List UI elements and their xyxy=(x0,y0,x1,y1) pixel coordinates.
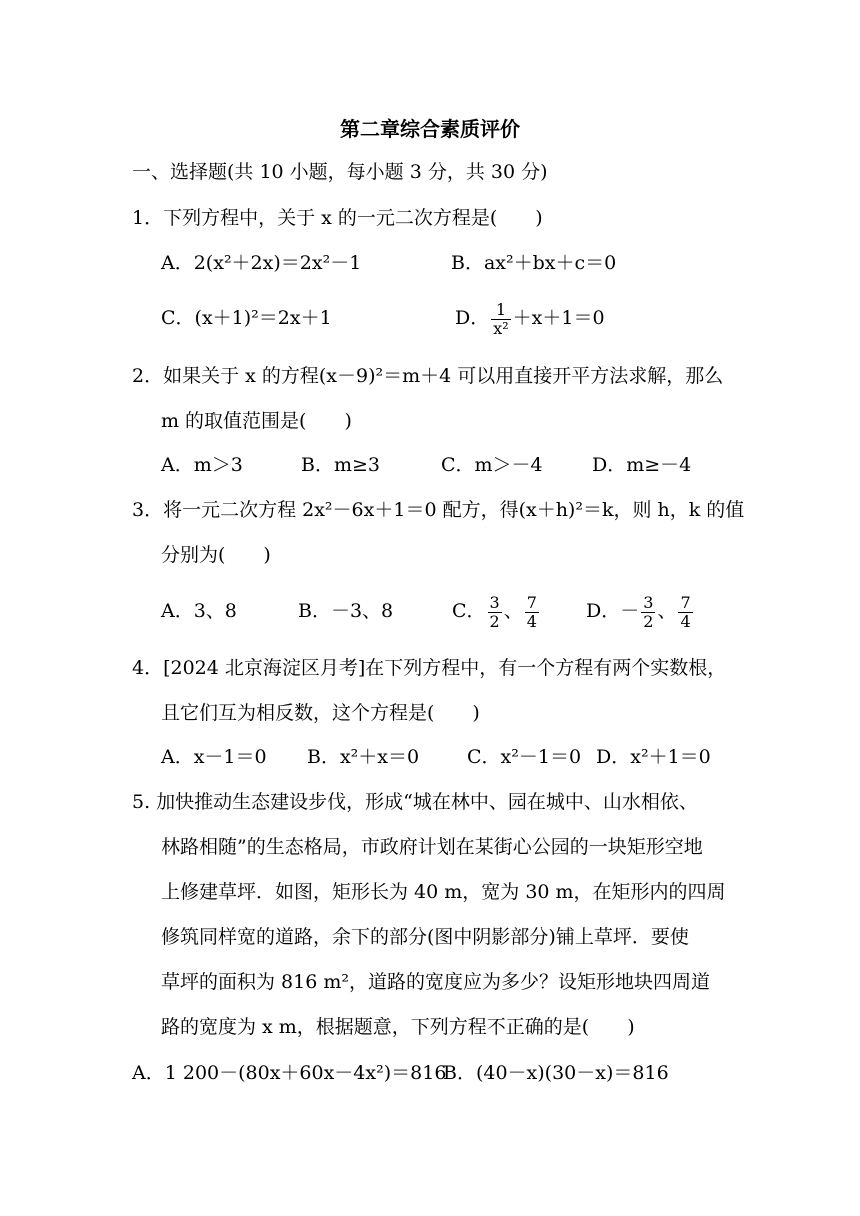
q1-option-d-fraction xyxy=(491,301,510,338)
q5-stem-line2: 林路相随”的生态格局，市政府计划在某街心公园的一块矩形空地 xyxy=(161,836,703,858)
q3-option-c-fraction-2 xyxy=(525,594,539,631)
section-heading: 一、选择题(共 10 小题，每小题 3 分，共 30 分) xyxy=(132,161,548,183)
q3-stem-line1: 3．将一元二次方程 2x²－6x＋1＝0 配方，得(x＋h)²＝k，则 h，k 的值 xyxy=(132,499,745,521)
q2-option-c: C．m＞－4 xyxy=(441,454,543,476)
q5-stem-line5: 草坪的面积为 816 m²，道路的宽度应为多少？设矩形地块四周道 xyxy=(161,971,710,993)
q5-option-a: A．1 200－(80x＋60x－4x²)＝816 xyxy=(132,1062,447,1084)
q3-option-c-fraction-1 xyxy=(488,594,502,631)
separator: 、 xyxy=(657,600,677,622)
fraction-denominator: 2 xyxy=(489,611,500,631)
q3-stem-line2: 分别为( ) xyxy=(161,544,271,566)
q3-option-a: A．3、8 xyxy=(161,600,237,622)
q5-stem-line4: 修筑同样宽的道路，余下的部分(图中阴影部分)铺上草坪．要使 xyxy=(161,926,689,948)
q3-option-b: B．－3、8 xyxy=(298,600,394,622)
q2-stem-line2: m 的取值范围是( ) xyxy=(161,410,352,432)
fraction-numerator: 7 xyxy=(680,592,691,612)
q4-option-a: A．x－1＝0 xyxy=(161,746,267,768)
q4-stem-line1: 4．[2024 北京海淀区月考]在下列方程中，有一个方程有两个实数根， xyxy=(132,657,727,679)
q3-option-d-fraction-2 xyxy=(678,594,692,631)
q3-option-d-fraction-1 xyxy=(641,594,655,631)
q2-option-d: D．m≥－4 xyxy=(592,454,692,476)
q1-option-b: B．ax²＋bx＋c＝0 xyxy=(451,252,617,274)
q1-option-a: A．2(x²＋2x)＝2x²－1 xyxy=(161,252,362,274)
fraction-numerator: 3 xyxy=(643,592,654,612)
fraction-denominator: 2 xyxy=(643,611,654,631)
q1-option-c: C．(x＋1)²＝2x＋1 xyxy=(161,307,332,329)
page-title: 第二章综合素质评价 xyxy=(340,117,520,141)
q3-option-c xyxy=(452,590,541,632)
q2-stem-line1: 2．如果关于 x 的方程(x－9)²＝m＋4 可以用直接开平方法求解，那么 xyxy=(132,365,724,387)
q1-option-d-rest: ＋x＋1＝0 xyxy=(512,307,605,329)
q4-option-d: D．x²＋1＝0 xyxy=(596,746,711,768)
q4-stem-line2: 且它们互为相反数，这个方程是( ) xyxy=(161,702,480,724)
fraction-numerator: 1 xyxy=(491,301,510,320)
q3-option-d xyxy=(586,590,695,632)
fraction-denominator: 4 xyxy=(680,611,691,631)
q5-stem-line3: 上修建草坪．如图，矩形长为 40 m，宽为 30 m，在矩形内的四周 xyxy=(161,881,726,903)
q2-option-a: A．m＞3 xyxy=(161,454,243,476)
q4-option-b: B．x²＋x＝0 xyxy=(307,746,420,768)
fraction-denominator: x² xyxy=(493,318,509,338)
q1-option-d xyxy=(455,297,605,339)
fraction-denominator: 4 xyxy=(526,611,537,631)
fraction-numerator: 7 xyxy=(526,592,537,612)
q3-option-c-label: C． xyxy=(452,600,486,622)
fraction-numerator: 3 xyxy=(489,592,500,612)
separator: 、 xyxy=(503,600,523,622)
q5-option-b: B．(40－x)(30－x)＝816 xyxy=(443,1062,669,1084)
q1-option-d-label: D． xyxy=(455,307,490,329)
q2-option-b: B．m≥3 xyxy=(301,454,380,476)
q4-option-c: C．x²－1＝0 xyxy=(467,746,582,768)
q5-stem-line6: 路的宽度为 x m，根据题意，下列方程不正确的是( ) xyxy=(161,1016,635,1038)
q1-stem: 1．下列方程中，关于 x 的一元二次方程是( ) xyxy=(132,207,543,229)
q5-stem-line1: 5. 加快推动生态建设步伐，形成“城在林中、园在城中、山水相依、 xyxy=(132,791,698,813)
q3-option-d-label: D．－ xyxy=(586,600,640,622)
